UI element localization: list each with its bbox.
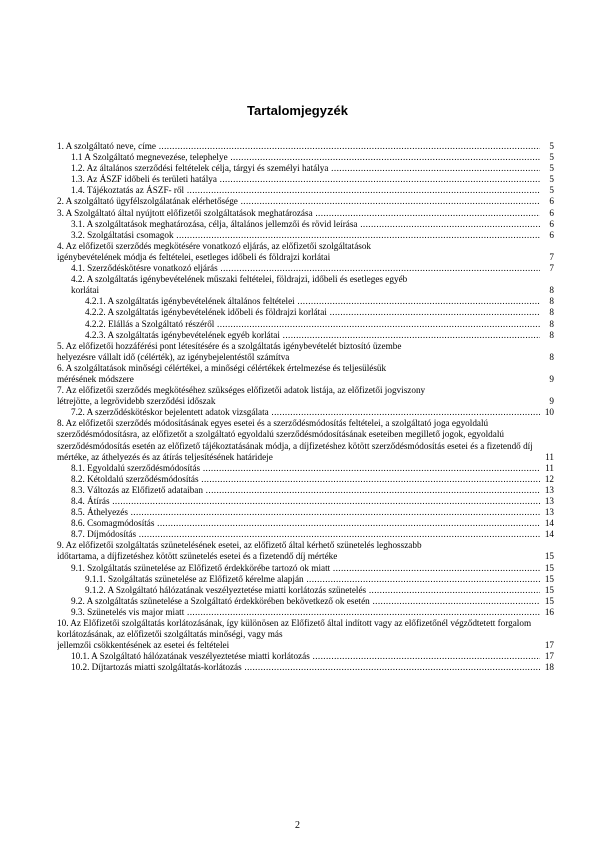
toc-entry-text: 9.1. Szolgáltatás szünetelése az Előfizető érdekkörébe tartozó ok miatt .....	[71, 563, 540, 574]
toc-entry-text: 10.2. Díjtartozás miatti szolgáltatás-korlátozás .....	[71, 662, 540, 673]
toc-page-number: 7	[549, 263, 554, 274]
toc-entry[interactable]	[57, 341, 554, 363]
toc-page-number: 14	[544, 518, 554, 529]
toc-entry-text: 4.2.3. A szolgáltatás igénybevételének egyéb korlátai .....	[85, 330, 540, 341]
toc-page-number: 6	[549, 229, 554, 240]
toc-entry-text-continued: időtartama, a díjfizetéshez kötött szünetelés esetei és a fizetendő díj mértéke .....	[57, 551, 540, 562]
toc-entry[interactable]	[85, 585, 554, 596]
toc-page-number: 11	[545, 451, 554, 462]
toc-entry[interactable]	[71, 485, 554, 496]
toc-entry-text: 9.2. A szolgáltatás szünetelése a Szolgáltató érdekkörében bekövetkező ok esetén .....	[71, 596, 540, 607]
toc-entry[interactable]	[71, 407, 554, 418]
toc-page-number: 18	[544, 662, 554, 673]
toc-entry[interactable]	[57, 385, 554, 407]
toc-entry[interactable]	[85, 307, 554, 318]
toc-page-number: 13	[544, 496, 554, 506]
toc-entry-text: 4.2.1. A szolgáltatás igénybevételének általános feltételei .....	[85, 296, 540, 307]
table-of-contents	[57, 141, 554, 674]
toc-entry[interactable]	[71, 174, 554, 185]
toc-entry[interactable]	[71, 651, 554, 662]
toc-entry-text: 3.1. A szolgáltatások meghatározása, célja, általános jellemzői és rövid leírása .....	[71, 219, 540, 230]
toc-page-number: 16	[544, 606, 554, 617]
toc-entry[interactable]	[71, 463, 554, 474]
toc-entry[interactable]	[71, 529, 554, 540]
toc-entry-text-continued: igénybevételének módja és feltételei, esetleges időbeli és földrajzi korlátai .....	[57, 252, 540, 263]
toc-entry-text: 4.1. Szerződéskötésre vonatkozó eljárás .....	[71, 263, 540, 274]
toc-entry-text: 8. Az előfizetői szerződés módosításának egyes esetei és a szerződésmódosítás feltételei, a szolgáltató joga egyoldalú szerződésmódosításra, az előfizetőt a szolgáltató egyoldalú szerződésmódosításának eseteiben megillető jogok, egyoldalú szerződésmódosítás esetén az előfizető tájékoztatásának módja, a díjfizetéshez kötött szerződésmódosítás esetei és a fizetendő díj	[57, 418, 533, 451]
toc-entry-text: 8.6. Csomagmódosítás .....	[71, 518, 540, 529]
toc-page-number: 6	[549, 207, 554, 218]
toc-entry-text-continued: mértéke, az áthelyezés és az átírás teljesítésének határideje .....	[57, 452, 540, 463]
toc-entry-text: 8.7. Díjmódosítás .....	[71, 529, 540, 540]
toc-page-number: 14	[544, 529, 554, 540]
toc-page-number: 8	[549, 285, 554, 296]
toc-entry[interactable]	[57, 540, 554, 562]
toc-entry[interactable]	[85, 319, 554, 330]
toc-entry[interactable]	[71, 274, 554, 296]
toc-entry-text: 4.2. A szolgáltatás igénybevételének műszaki feltételei, földrajzi, időbeli és esetleges egyéb	[71, 274, 408, 285]
toc-page-number: 15	[544, 584, 554, 595]
toc-entry-text: 4. Az előfizetői szerződés megkötésére vonatkozó eljárás, az előfizetői szolgáltatások	[57, 240, 372, 251]
toc-entry[interactable]	[71, 474, 554, 485]
page-title: Tartalomjegyzék	[247, 103, 348, 118]
toc-entry[interactable]	[71, 662, 554, 673]
toc-entry[interactable]	[71, 607, 554, 618]
toc-page-number: 7	[549, 251, 554, 262]
toc-page-number: 12	[544, 473, 554, 484]
toc-entry-text: 8.2. Kétoldalú szerződésmódosítás .....	[71, 474, 540, 485]
toc-page-number: 5	[549, 141, 554, 151]
toc-page-number: 13	[544, 484, 554, 495]
toc-entry-text: 4.2.2. A szolgáltatás igénybevételének időbeli és földrajzi korlátai .....	[85, 307, 540, 318]
toc-entry-text: 6. A szolgáltatások minőségi célértékei, a minőségi célértékek értelmezése és teljesülésük	[57, 362, 387, 373]
toc-entry[interactable]	[85, 296, 554, 307]
toc-page-number: 15	[544, 573, 554, 584]
toc-page-number: 5	[549, 152, 554, 163]
toc-entry[interactable]	[71, 263, 554, 274]
toc-entry-text: 7.2. A szerződéskötéskor bejelentett adatok vizsgálata .....	[71, 407, 540, 418]
toc-entry-text: 8.4. Átírás .....	[71, 496, 540, 507]
toc-entry-text: 10.1. A Szolgáltató hálózatának veszélyeztetése miatti korlátozás .....	[71, 651, 540, 662]
toc-entry-text: 1.2. Az általános szerződési feltételek célja, tárgyi és személyi hatálya .....	[71, 163, 540, 174]
toc-entry-text: 1.1 A Szolgáltató megnevezése, telephelye .....	[71, 152, 540, 163]
toc-entry-text: 7. Az előfizetői szerződés megkötéséhez szükséges előfizetői adatok listája, az előfizetői jogviszony	[57, 385, 426, 396]
toc-page-number: 8	[549, 307, 554, 318]
toc-page-number: 10	[544, 407, 554, 418]
toc-entry-text: 8.5. Áthelyezés .....	[71, 507, 540, 518]
toc-entry[interactable]	[57, 196, 554, 207]
toc-entry-text: 9.1.1. Szolgáltatás szünetelése az Előfizető kérelme alapján .....	[85, 574, 540, 585]
toc-entry-text: 8.3. Változás az Előfizető adataiban .....	[71, 485, 540, 496]
toc-entry[interactable]	[57, 208, 554, 219]
toc-entry-text: 1.3. Az ÁSZF időbeli és területi hatálya .....	[71, 174, 540, 185]
toc-entry[interactable]	[85, 574, 554, 585]
toc-entry-text: 3.2. Szolgáltatási csomagok .....	[71, 230, 540, 241]
toc-entry-text: 5. Az előfizetői hozzáférési pont létesítésére és a szolgáltatás igénybevételét biztosító üzembe	[57, 340, 402, 351]
toc-page-number: 5	[549, 163, 554, 174]
toc-page-number: 15	[544, 551, 554, 562]
toc-page-number: 8	[549, 329, 554, 340]
toc-entry-text: 9.1.2. A Szolgáltató hálózatának veszélyeztetése miatti korlátozás szünetelés .....	[85, 585, 540, 596]
toc-page-number: 11	[545, 462, 554, 473]
toc-page-number: 6	[549, 196, 554, 207]
toc-entry-text: 2. A szolgáltató ügyfélszolgálatának elérhetősége .....	[57, 196, 540, 207]
toc-entry[interactable]	[71, 507, 554, 518]
toc-entry[interactable]	[71, 152, 554, 163]
toc-entry[interactable]	[57, 141, 554, 152]
toc-page-number: 17	[544, 640, 554, 651]
toc-entry[interactable]	[71, 219, 554, 230]
toc-page-number: 5	[549, 185, 554, 196]
toc-entry-text-continued: korlátai .....	[71, 285, 540, 296]
toc-entry[interactable]	[71, 163, 554, 174]
toc-entry-text: 9. Az előfizetői szolgáltatás szünetelésének esetei, az előfizető által kérhető szünetelés leghosszabb	[57, 540, 422, 551]
toc-entry-text-continued: mérésének módszere .....	[57, 374, 540, 385]
toc-page-number: 6	[549, 218, 554, 229]
toc-entry[interactable]	[57, 618, 554, 651]
toc-entry[interactable]	[71, 563, 554, 574]
toc-entry-text: 3. A Szolgáltató által nyújtott előfizetői szolgáltatások meghatározása .....	[57, 208, 540, 219]
toc-entry[interactable]	[71, 496, 554, 507]
toc-page-number: 5	[549, 174, 554, 185]
toc-page-number: 8	[549, 296, 554, 307]
page-number: 2	[295, 820, 300, 831]
toc-page-number: 15	[544, 595, 554, 606]
toc-page-number: 8	[549, 351, 554, 362]
toc-entry[interactable]	[57, 241, 554, 263]
toc-page-number: 17	[544, 651, 554, 662]
toc-entry-text: 8.1. Egyoldalú szerződésmódosítás .....	[71, 463, 540, 474]
toc-entry-text-continued: létrejötte, a legrövidebb szerződési időszak .....	[57, 396, 540, 407]
toc-page-number: 9	[549, 373, 554, 384]
toc-entry[interactable]	[57, 418, 554, 462]
toc-entry-text: 10. Az Előfizetői szolgáltatás korlátozásának, így különösen az Előfizető által indított vagy az előfizetőnél végződtetett forgalom korlátozásának, az előfizetői szolgáltatás minőségi, vagy más	[57, 618, 532, 640]
toc-page-number: 8	[549, 318, 554, 329]
toc-entry-text-continued: helyezésre vállalt idő (célérték), az igénybejelentéstől számítva .....	[57, 352, 540, 363]
toc-page-number: 15	[544, 562, 554, 573]
toc-entry-text: 1.4. Tájékoztatás az ÁSZF- ről .....	[71, 185, 540, 196]
toc-page-number: 13	[544, 507, 554, 518]
toc-entry-text-continued: jellemzői csökkentésének az esetei és feltételei .....	[57, 640, 540, 651]
toc-entry[interactable]	[71, 230, 554, 241]
toc-entry[interactable]	[71, 518, 554, 529]
toc-entry[interactable]	[71, 185, 554, 196]
toc-entry[interactable]	[71, 596, 554, 607]
toc-entry-text: 9.3. Szünetelés vis major miatt .....	[71, 607, 540, 618]
toc-page-number: 9	[549, 396, 554, 407]
toc-entry[interactable]	[85, 330, 554, 341]
toc-entry-text: 1. A szolgáltató neve, címe .....	[57, 141, 540, 152]
toc-entry[interactable]	[57, 363, 554, 385]
toc-entry-text: 4.2.2. Elállás a Szolgáltató részéről .....	[85, 319, 540, 330]
